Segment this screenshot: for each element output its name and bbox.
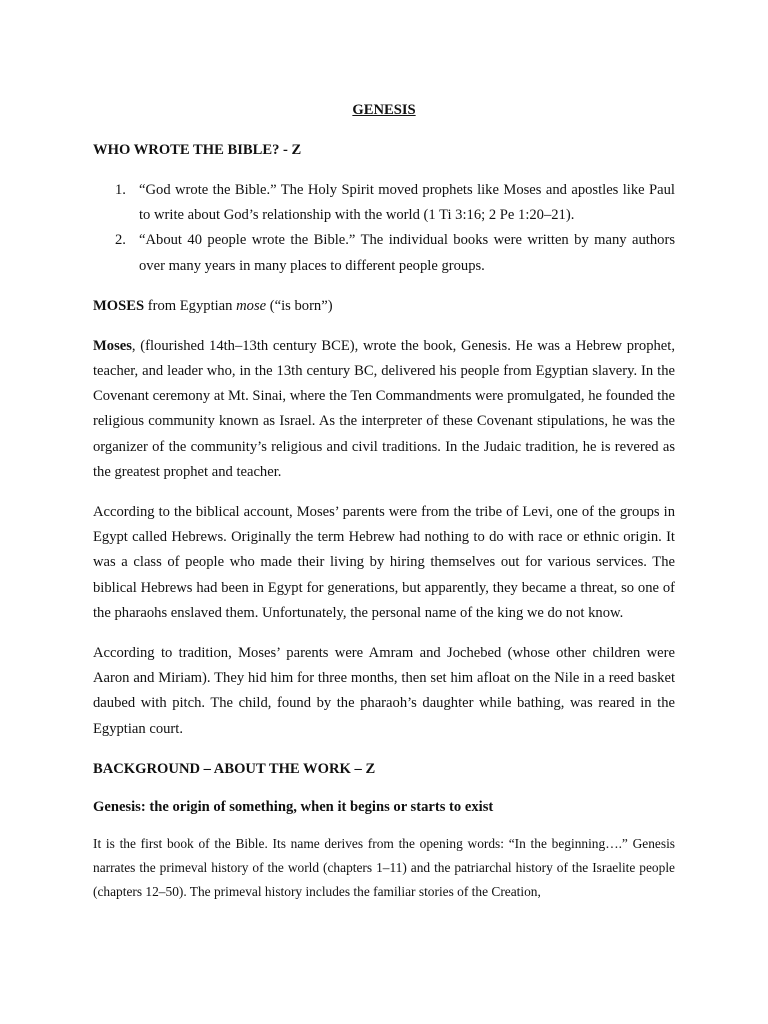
paragraph-first-book: It is the first book of the Bible. Its name derives from the opening words: “In the beginning….” Genesis narrates the primeval history of the world (chapters 1–11) and the patriarchal history of the Israelite people (chapters 12–50). The primeval history includes the familiar stories of the Creation, <box>93 835 675 899</box>
list-item <box>93 178 675 228</box>
subheading-genesis-origin: Genesis: the origin of something, when it begins or starts to exist <box>93 798 494 815</box>
paragraph-tradition: According to tradition, Moses’ parents were Amram and Jochebed (whose other children were Aaron and Miriam). They hid him for three months, then set him afloat on the Nile in a reed basket daubed with pitch. The child, found by the pharaoh’s daughter while bathing, was reared in the Egyptian court. <box>93 645 675 737</box>
moses-heading-italic: mose <box>236 297 267 314</box>
paragraph-biblical-account: According to the biblical account, Moses’ parents were from the tribe of Levi, one of the groups in Egypt called Hebrews. Originally the term Hebrew had nothing to do with race or ethnic origin. It was a class of people who made their living by hiring themselves out for various services. The biblical Hebrews had been in Egypt for generations, but apparently, they became a threat, so one of the pharaohs enslaved them. Unfortunately, the personal name of the king we do not know. <box>93 504 675 621</box>
section-heading-background: BACKGROUND – ABOUT THE WORK – Z <box>93 760 376 777</box>
document-title: GENESIS <box>352 102 416 118</box>
section-heading-who-wrote: WHO WROTE THE BIBLE? - Z <box>93 142 302 158</box>
paragraph-text: , (flourished 14th–13th century BCE), wrote the book, Genesis. He was a Hebrew prophet, teacher, and leader who, in the 13th century BC, delivered his people from Egyptian slavery. In the Covenant ceremony at Mt. Sinai, where the Ten Commandments were promulgated, he founded the religious community known as Israel. As the interpreter of these Covenant stipulations, he was the organizer of the community’s religious and civil traditions. In the Judaic tradition, he is revered as the greatest prophet and teacher. <box>93 337 675 480</box>
moses-heading-post: (“is born”) <box>266 297 333 314</box>
paragraph-lead-bold: Moses <box>93 337 132 354</box>
paragraph-moses-bio <box>93 334 675 485</box>
list-item-number: 2. <box>115 232 126 249</box>
moses-heading-pre: from Egyptian <box>144 297 237 314</box>
list-item <box>93 228 675 278</box>
numbered-list <box>93 178 675 279</box>
document-body <box>93 98 675 904</box>
moses-heading <box>93 294 675 319</box>
list-item-text: “God wrote the Bible.” The Holy Spirit moved prophets like Moses and apostles like Paul to write about God’s relationship with the world (1 Ti 3:16; 2 Pe 1:20–21). <box>139 182 675 224</box>
list-item-number: 1. <box>115 182 126 198</box>
list-item-text: “About 40 people wrote the Bible.” The individual books were written by many authors over many years in many places to different people groups. <box>139 232 675 274</box>
moses-heading-bold: MOSES <box>93 297 145 314</box>
